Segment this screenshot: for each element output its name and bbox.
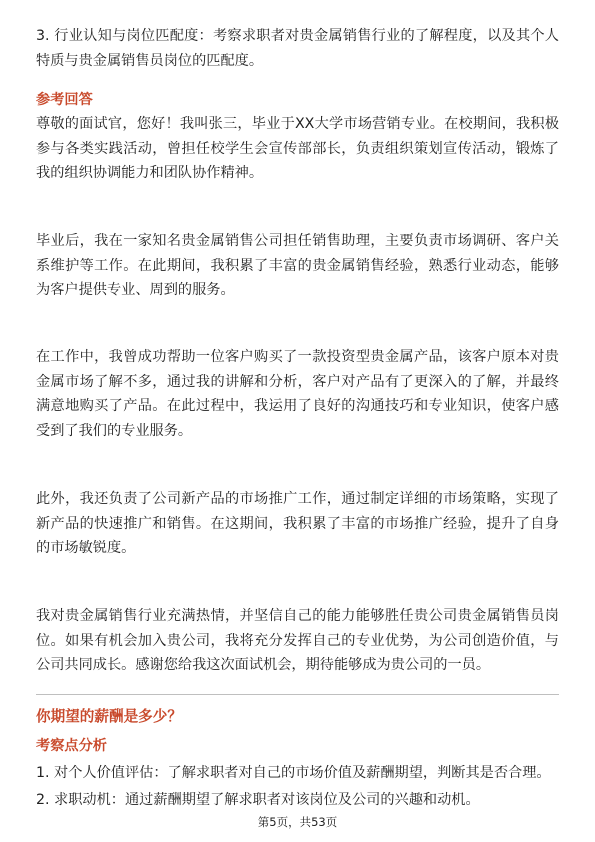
- analysis-item-2: 2. 求职动机：通过薪酬期望了解求职者对该岗位及公司的兴趣和动机。: [36, 792, 480, 808]
- page-footer: 第5页，共53页: [257, 815, 338, 829]
- answer-paragraph-1: 尊敬的面试官，您好！我叫张三，毕业于XX大学市场营销专业。在校期间，我积极参与各类实践活动，曾担任校学生会宣传部部长，负责组织策划宣传活动，锻炼了我的组织协调能力和团队协作精神。: [36, 116, 559, 181]
- analysis-item-1: 1. 对个人价值评估：了解求职者对自己的市场价值及薪酬期望，判断其是否合理。: [36, 765, 551, 781]
- answer-paragraph-2: 毕业后，我在一家知名贵金属销售公司担任销售助理，主要负责市场调研、客户关系维护等工作。在此期间，我积累了丰富的贵金属销售经验，熟悉行业动态，能够为客户提供专业、周到的服务。: [36, 233, 559, 298]
- answer-paragraph-5: 我对贵金属销售行业充满热情，并坚信自己的能力能够胜任贵公司贵金属销售员岗位。如果有机会加入贵公司，我将充分发挥自己的专业优势，为公司创造价值，与公司共同成长。感谢您给我这次面试机会，期待能够成为贵公司的一员。: [36, 608, 559, 673]
- analysis-heading: 考察点分析: [36, 738, 107, 754]
- question-title: 你期望的薪酬是多少？: [36, 708, 182, 725]
- answer-paragraph-4: 此外，我还负责了公司新产品的市场推广工作，通过制定详细的市场策略，实现了新产品的快速推广和销售。在这期间，我积累了丰富的市场推广经验，提升了自身的市场敏锐度。: [36, 491, 559, 556]
- answer-heading: 参考回答: [36, 92, 93, 108]
- section-divider: [36, 694, 559, 695]
- intro-item: 3. 行业认知与岗位匹配度：考察求职者对贵金属销售行业的了解程度，以及其个人特质与贵金属销售员岗位的匹配度。: [36, 28, 559, 69]
- answer-paragraph-3: 在工作中，我曾成功帮助一位客户购买了一款投资型贵金属产品，该客户原本对贵金属市场了解不多，通过我的讲解和分析，客户对产品有了更深入的了解，并最终满意地购买了产品。在此过程中，我运用了良好的沟通技巧和专业知识，使客户感受到了我们的专业服务。: [36, 349, 559, 439]
